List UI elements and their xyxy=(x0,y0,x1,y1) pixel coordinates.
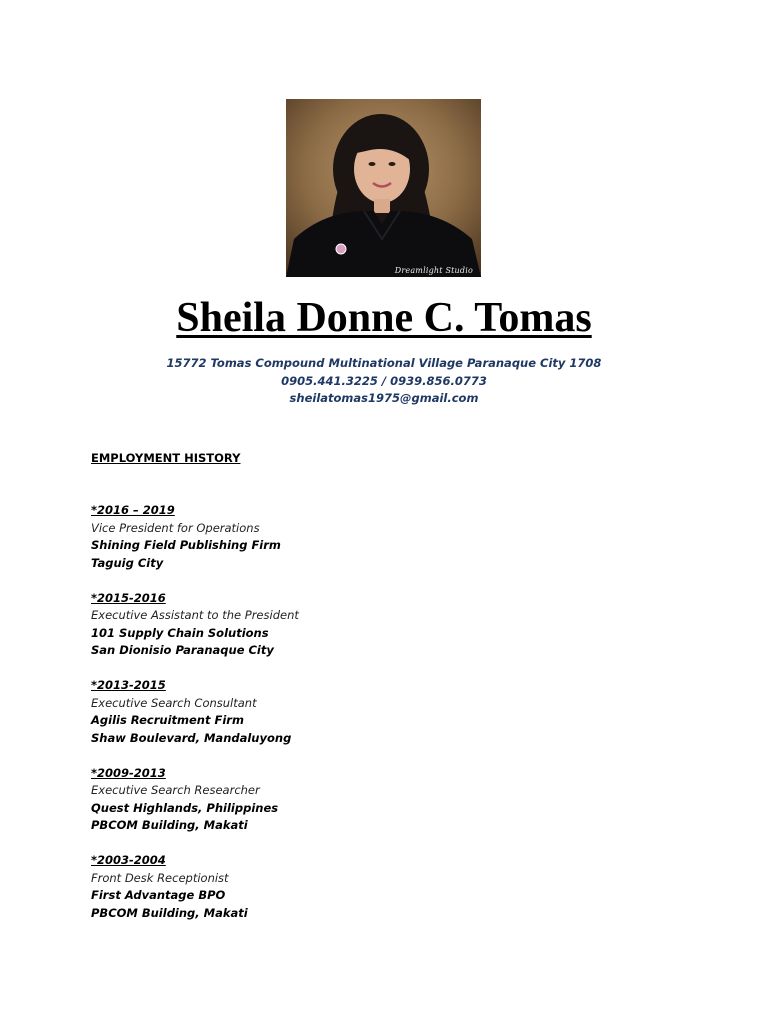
contact-block xyxy=(0,355,768,408)
profile-photo xyxy=(286,99,481,277)
job-entry xyxy=(91,852,591,922)
email-line[interactable]: sheilatomas1975@gmail.com xyxy=(289,391,479,405)
employment-history-heading: EMPLOYMENT HISTORY xyxy=(91,451,241,465)
job-years: *2003-2004 xyxy=(91,853,166,867)
job-company: Agilis Recruitment Firm xyxy=(91,713,244,727)
portrait-illustration xyxy=(286,99,481,277)
job-title: Executive Assistant to the President xyxy=(91,608,299,622)
job-title: Front Desk Receptionist xyxy=(91,870,229,885)
job-company: 101 Supply Chain Solutions xyxy=(91,625,269,640)
job-title: Vice President for Operations xyxy=(91,520,260,535)
studio-watermark: Dreamlight Studio xyxy=(394,266,473,275)
candidate-name xyxy=(0,294,768,342)
job-entry xyxy=(91,502,591,572)
phone-line: 0905.441.3225 / 0939.856.0773 xyxy=(281,373,487,388)
job-location: PBCOM Building, Makati xyxy=(91,818,248,832)
job-years: *2015-2016 xyxy=(91,590,166,605)
candidate-name-text: Sheila Donne C. Tomas xyxy=(176,295,592,341)
job-location: PBCOM Building, Makati xyxy=(91,905,248,920)
job-company: First Advantage BPO xyxy=(91,888,226,902)
job-entry xyxy=(91,765,591,835)
employment-list xyxy=(91,502,591,940)
job-title: Executive Search Consultant xyxy=(91,695,257,710)
job-entry xyxy=(91,677,591,747)
job-company: Quest Highlands, Philippines xyxy=(91,800,279,815)
job-location: Shaw Boulevard, Mandaluyong xyxy=(91,730,292,745)
job-location: San Dionisio Paranaque City xyxy=(91,643,274,657)
job-company: Shining Field Publishing Firm xyxy=(91,538,281,552)
address-line: 15772 Tomas Compound Multinational Village Paranaque City 1708 xyxy=(166,356,602,370)
job-years: *2009-2013 xyxy=(91,765,166,780)
job-years: *2016 – 2019 xyxy=(91,503,175,517)
job-years: *2013-2015 xyxy=(91,678,166,692)
job-title: Executive Search Researcher xyxy=(91,783,260,797)
job-location: Taguig City xyxy=(91,555,164,570)
job-entry xyxy=(91,590,591,660)
